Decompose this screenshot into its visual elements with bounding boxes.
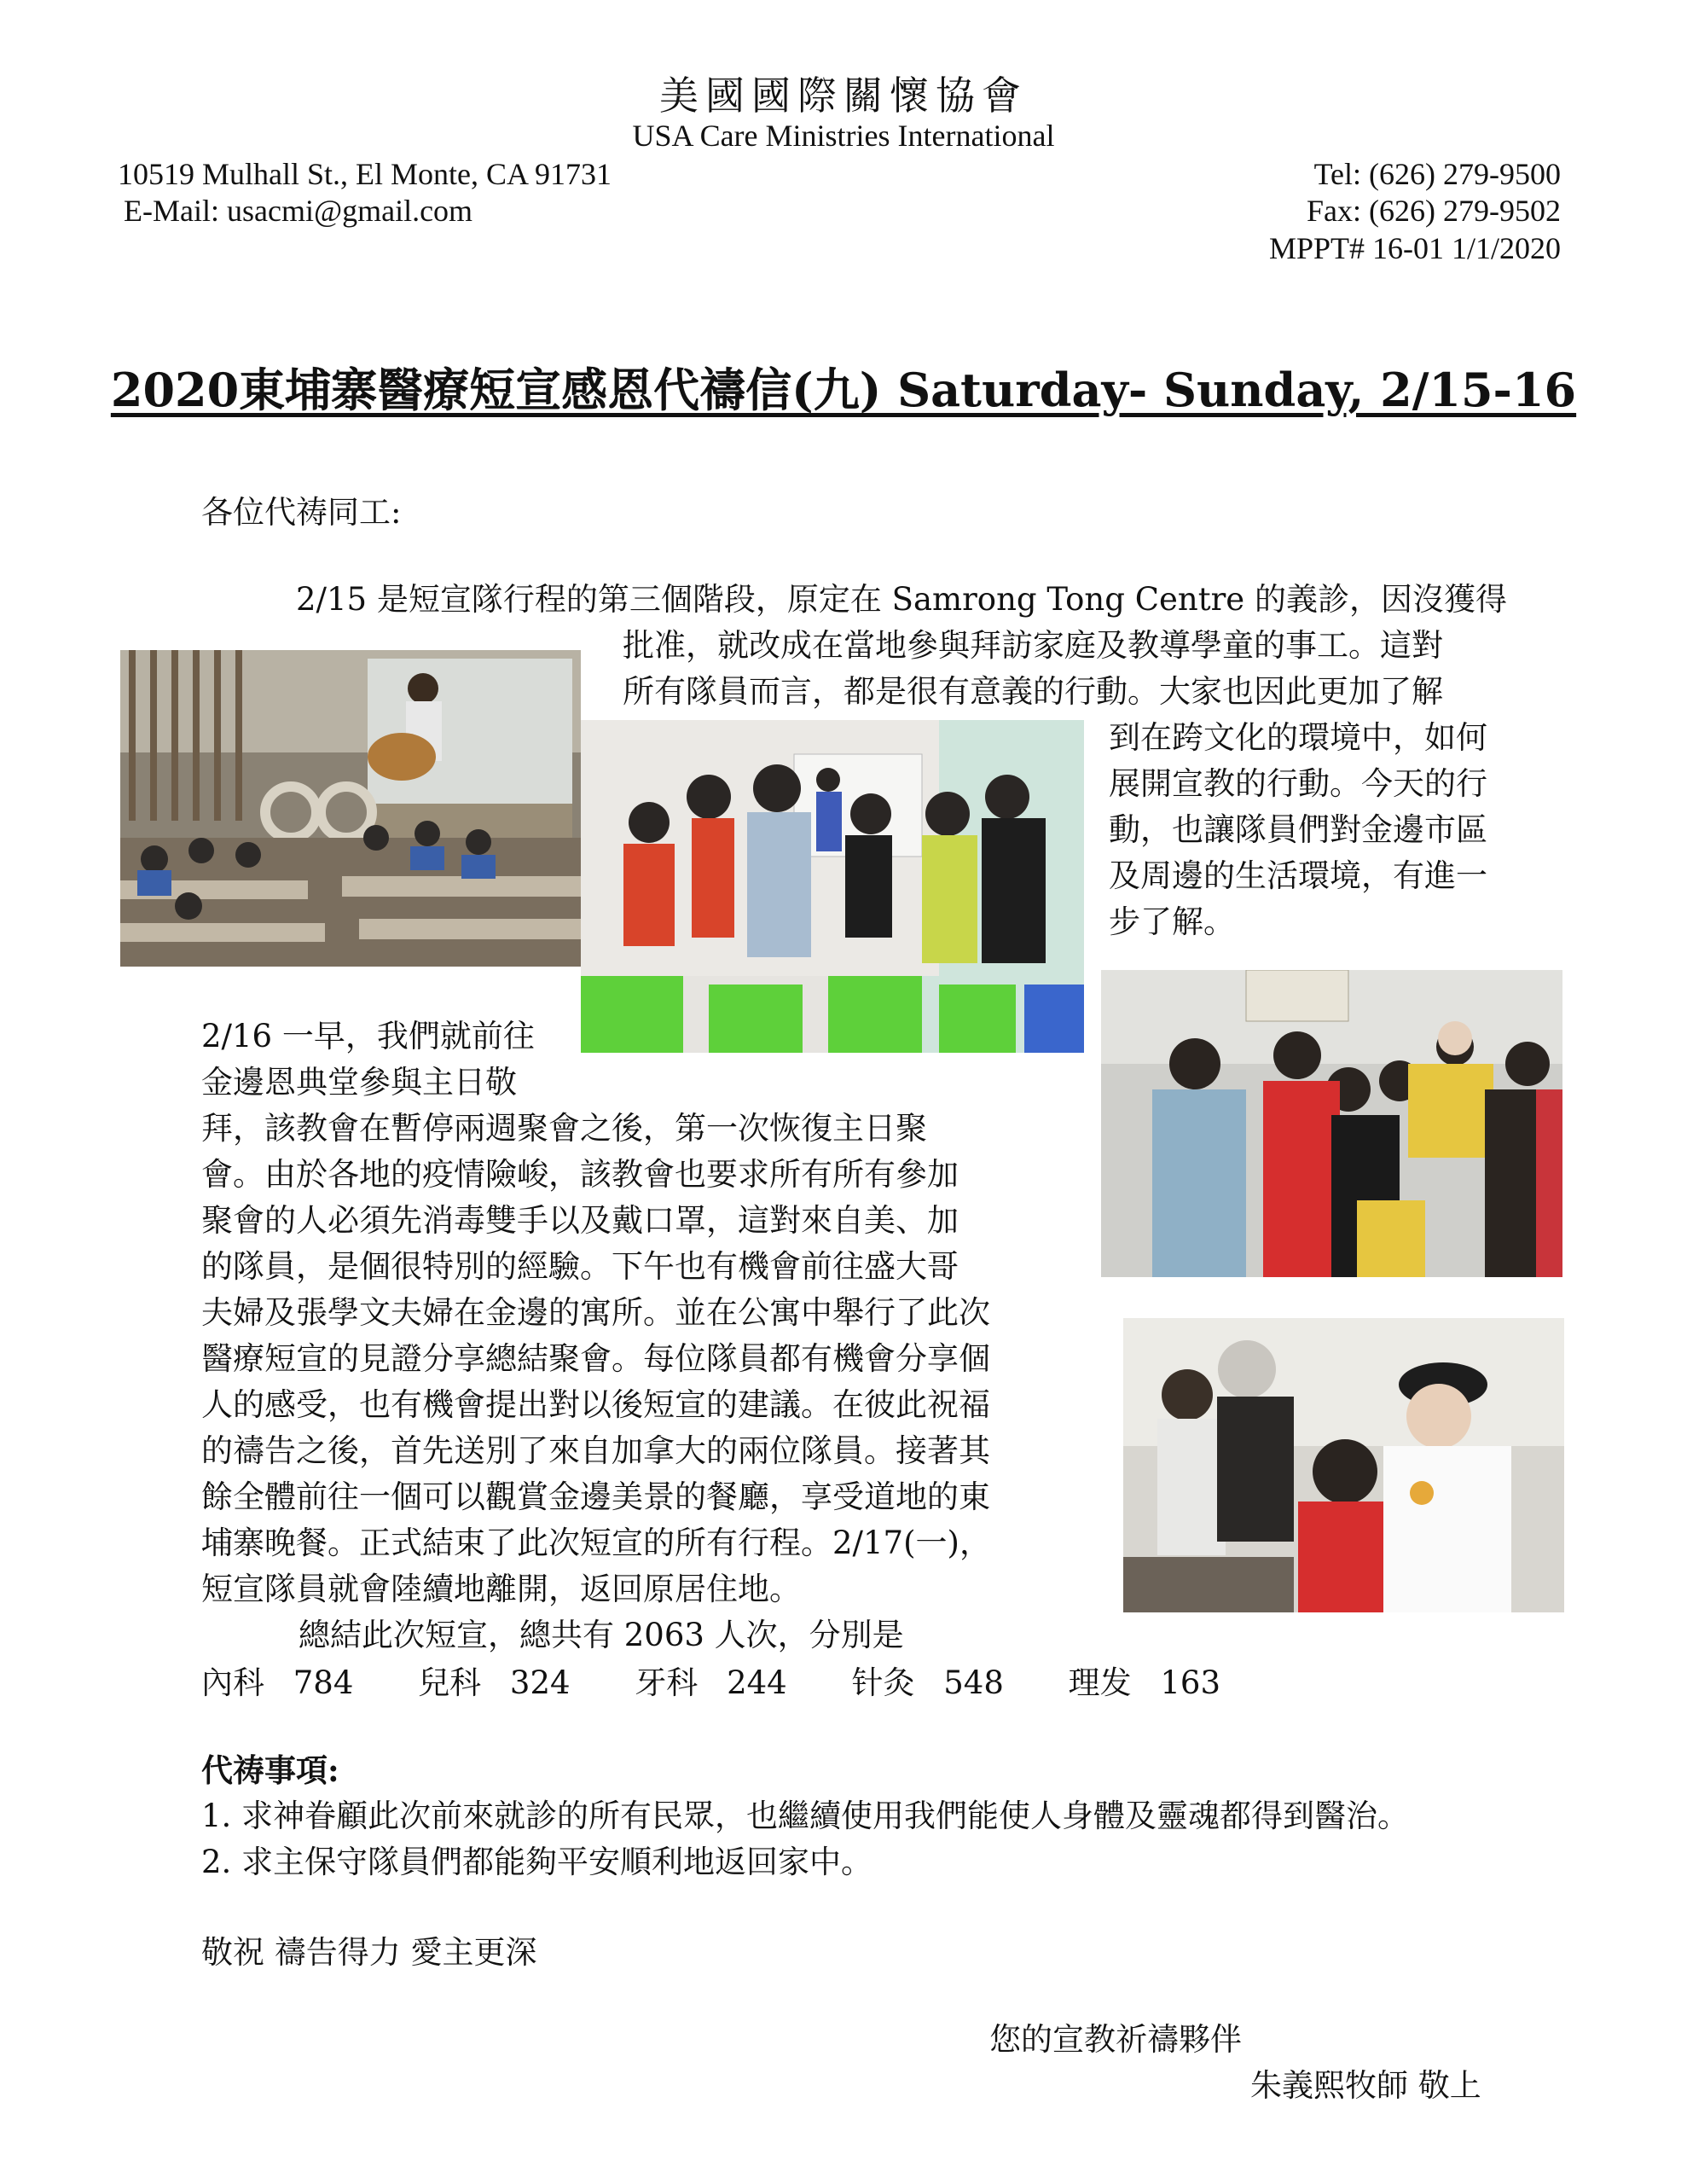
para2-line-9: 人的感受，也有機會提出對以後短宣的建議。在彼此祝福	[201, 1386, 990, 1423]
para2-line-3: 拜，該教會在暫停兩週聚會之後，第一次恢復主日聚	[201, 1110, 927, 1147]
para2-line-4: 會。由於各地的疫情險峻，該教會也要求所有所有參加	[201, 1156, 959, 1193]
closing-blessing: 敬祝 禱告得力 愛主更深	[201, 1934, 537, 1971]
para1-line-1: 2/15 是短宣隊行程的第三個階段，原定在 Samrong Tong Centre 的義診，因沒獲得	[296, 581, 1507, 618]
stat-label: 针灸	[851, 1664, 915, 1701]
closing-partner: 您的宣教祈禱夥伴	[989, 2021, 1242, 2058]
para2-line-5: 聚會的人必須先消毒雙手以及戴口罩，這對來自美、加	[201, 1202, 959, 1239]
summary-line: 總結此次短宣，總共有 2063 人次，分別是	[299, 1617, 904, 1653]
photo-team-children	[1101, 970, 1562, 1277]
prayer-item-1: 1. 求神眷顧此次前來就診的所有民眾，也繼續使用我們能使人身體及靈魂都得到醫治。	[201, 1798, 1410, 1834]
stat-label: 牙科	[635, 1664, 699, 1701]
photo-children-teacher	[581, 720, 1084, 1053]
para2-line-12: 埔寨晚餐。正式結束了此次短宣的所有行程。2/17(一)，	[201, 1525, 991, 1561]
stat-label: 兒科	[418, 1664, 482, 1701]
fax: Fax: (626) 279-9502	[1307, 194, 1561, 228]
para2-line-10: 的禱告之後，首先送別了來自加拿大的兩位隊員。接著其	[201, 1432, 990, 1469]
letter-title: 2020東埔寨醫療短宣感恩代禱信(九) Saturday- Sunday, 2/15-16	[110, 363, 1577, 417]
para2-line-8: 醫療短宣的見證分享總結聚會。每位隊員都有機會分享個	[201, 1340, 990, 1377]
stat-value: 324	[509, 1664, 571, 1701]
mppt-number: MPPT# 16-01 1/1/2020	[1268, 231, 1561, 265]
stat-value: 548	[943, 1664, 1004, 1701]
para1-line-2: 批准，就改成在當地參與拜訪家庭及教導學童的事工。這對	[623, 627, 1443, 664]
para2-line-11: 餘全體前往一個可以觀賞金邊美景的餐廳，享受道地的東	[201, 1478, 990, 1515]
para1-line-7: 及周邊的生活環境，有進一	[1109, 857, 1487, 894]
closing-signature: 朱義熙牧師 敬上	[1250, 2067, 1481, 2104]
photo-medical-consultation	[1123, 1318, 1564, 1612]
para2-line-1: 2/16 一早，我們就前往	[201, 1018, 535, 1054]
para1-line-3: 所有隊員而言，都是很有意義的行動。大家也因此更加了解	[623, 673, 1443, 710]
para1-line-5: 展開宣教的行動。今天的行	[1109, 765, 1487, 802]
prayer-item-2: 2. 求主保守隊員們都能夠平安順利地返回家中。	[201, 1844, 873, 1880]
stat-value: 244	[727, 1664, 787, 1701]
photo-classroom-guitar	[120, 650, 581, 967]
stat-value: 784	[293, 1664, 354, 1701]
para1-line-6: 動，也讓隊員們對金邊市區	[1109, 811, 1487, 848]
address: 10519 Mulhall St., El Monte, CA 91731	[118, 157, 612, 191]
stats-row	[201, 1660, 1220, 1706]
para2-line-2: 金邊恩典堂參與主日敬	[201, 1064, 517, 1101]
para2-line-7: 夫婦及張學文夫婦在金邊的寓所。並在公寓中舉行了此次	[201, 1294, 990, 1331]
email: E-Mail: usacmi@gmail.com	[124, 194, 473, 228]
para2-line-6: 的隊員，是個很特別的經驗。下午也有機會前往盛大哥	[201, 1248, 959, 1285]
para1-line-4: 到在跨文化的環境中，如何	[1109, 719, 1487, 756]
prayer-heading: 代祷事項:	[201, 1751, 339, 1789]
telephone: Tel: (626) 279-9500	[1313, 157, 1561, 191]
stat-value: 163	[1160, 1664, 1221, 1701]
greeting: 各位代祷同工:	[201, 494, 402, 531]
org-name-english: USA Care Ministries International	[632, 119, 1055, 153]
para2-line-13: 短宣隊員就會陸續地離開，返回原居住地。	[201, 1571, 801, 1607]
stat-label: 理发	[1068, 1664, 1132, 1701]
stat-label: 內科	[201, 1664, 264, 1701]
para1-line-8: 步了解。	[1109, 903, 1235, 940]
org-name-chinese: 美國國際關懷協會	[659, 73, 1028, 119]
